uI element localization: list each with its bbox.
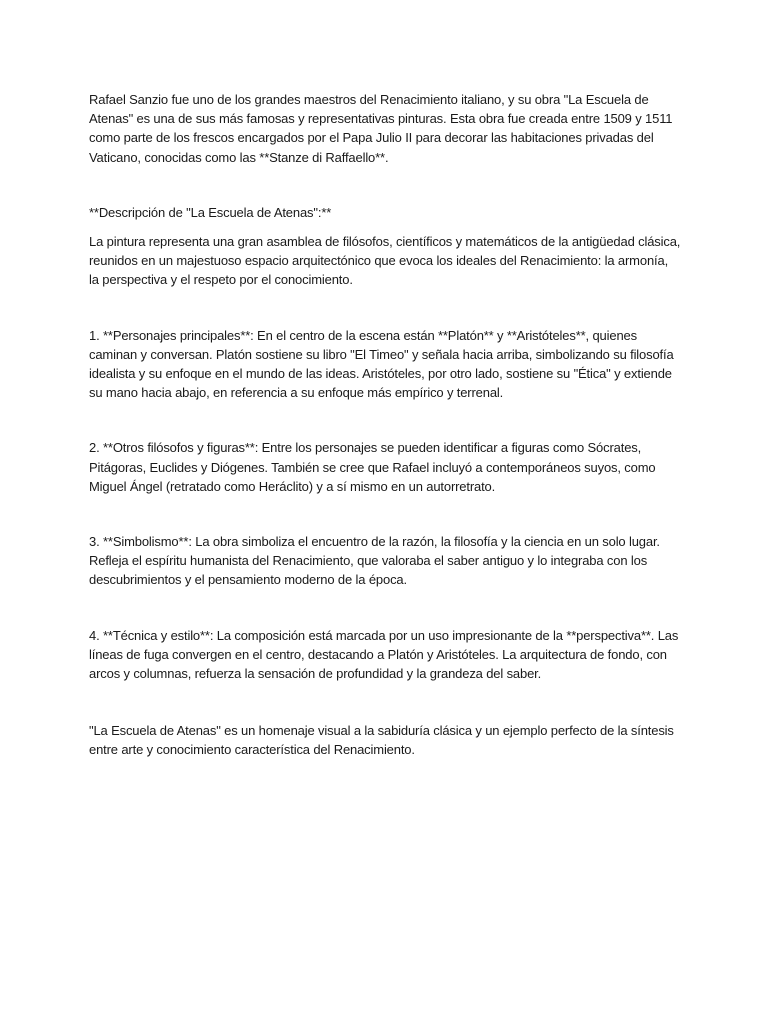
description-paragraph: La pintura representa una gran asamblea de filósofos, científicos y matemáticos de la antigüedad clásica, reunidos en un majestuoso espacio arquitectónico que evoca los ideales del Renacimiento: la armonía, la perspectiva y el respeto por el conocimiento. — [89, 234, 681, 288]
list-item-personajes: 1. **Personajes principales**: En el centro de la escena están **Platón** y **Aristóteles**, quienes caminan y conversan. Platón sostiene su libro "El Timeo" y señala hacia arriba, simbolizando su filosofía idealista y su enfoque en el mundo de las ideas. Aristóteles, por otro lado, sostiene su "Ética" y extiende su mano hacia abajo, en referencia a su enfoque más empírico y terrenal. — [89, 327, 674, 401]
list-item-otros-filosofos: 2. **Otros filósofos y figuras**: Entre los personajes se pueden identificar a figuras como Sócrates, Pitágoras, Euclides y Diógenes. También se cree que Rafael incluyó a contemporáneos suyos, como Miguel Ángel (retratado como Heráclito) y a sí mismo en un autorretrato. — [89, 440, 656, 494]
list-item-simbolismo: 3. **Simbolismo**: La obra simboliza el encuentro de la razón, la filosofía y la ciencia en un solo lugar. Refleja el espíritu humanista del Renacimiento, que valoraba el saber antiguo y lo integraba con los descubrimientos y el pensamiento moderno de la época. — [89, 534, 660, 588]
intro-paragraph: Rafael Sanzio fue uno de los grandes maestros del Renacimiento italiano, y su obra "La Escuela de Atenas" es una de sus más famosas y representativas pinturas. Esta obra fue creada entre 1509 y 1511 como parte de los frescos encargados por el Papa Julio II para decorar las habitaciones privadas del Vaticano, conocidas como las **Stanze di Raffaello**. — [89, 92, 673, 165]
document-body — [89, 90, 681, 760]
section-heading: **Descripción de "La Escuela de Atenas":** — [89, 204, 332, 220]
conclusion-paragraph: "La Escuela de Atenas" es un homenaje visual a la sabiduría clásica y un ejemplo perfecto de la síntesis entre arte y conocimiento característica del Renacimiento. — [89, 723, 674, 758]
list-item-tecnica: 4. **Técnica y estilo**: La composición está marcada por un uso impresionante de la **perspectiva**. Las líneas de fuga convergen en el centro, destacando a Platón y Aristóteles. La arquitectura de fondo, con arcos y columnas, refuerza la sensación de profundidad y la grandeza del saber. — [89, 627, 679, 682]
